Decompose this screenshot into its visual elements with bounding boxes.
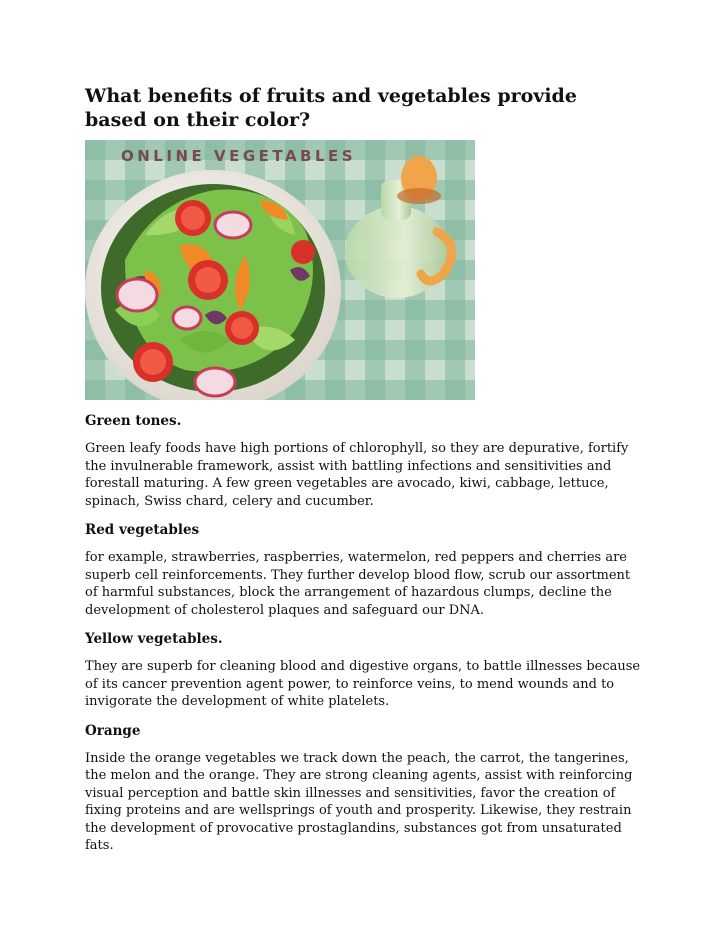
section-heading-yellow: Yellow vegetables. bbox=[85, 631, 223, 647]
section-text-green: Green leafy foods have high portions of chlorophyll, so they are depurative, fortify the invulnerable framework, assist with battling infections and sensitivities and forestall maturing. A few green vegetables are avocado, kiwi, cabbage, lettuce, spinach, Swiss chard, celery and cucumber. bbox=[85, 441, 629, 509]
section-text-red: for example, strawberries, raspberries, watermelon, red peppers and cherries are superb cell reinforcements. They further develop blood flow, scrub our assortment of harmful substances, block the arrangement of hazardous clumps, decline the development of cholesterol plaques and safeguard our DNA. bbox=[85, 550, 631, 618]
image-caption: ONLINE VEGETABLES bbox=[121, 147, 357, 165]
section-heading-red: Red vegetables bbox=[85, 522, 200, 538]
salad-bowl-photo bbox=[85, 140, 475, 400]
article-title: What benefits of fruits and vegetables provide based on their color? bbox=[85, 85, 577, 131]
section-heading-orange: Orange bbox=[85, 722, 141, 739]
article-body bbox=[85, 410, 645, 866]
section-text-yellow: They are superb for cleaning blood and digestive organs, to battle illnesses because of its cancer prevention agent power, to reinforce veins, to mend wounds and to invigorate the development of white platelets. bbox=[85, 659, 641, 709]
section-text-orange: Inside the orange vegetables we track down the peach, the carrot, the tangerines, the melon and the orange. They are strong cleaning agents, assist with reinforcing visual perception and battle skin illnesses and sensitivities, favor the creation of fixing proteins and are wellsprings of youth and prosperity. Likewise, they restrain the development of provocative prostaglandins, substances got from unsaturated fats. bbox=[85, 750, 633, 853]
section-heading-green: Green tones. bbox=[85, 413, 182, 429]
